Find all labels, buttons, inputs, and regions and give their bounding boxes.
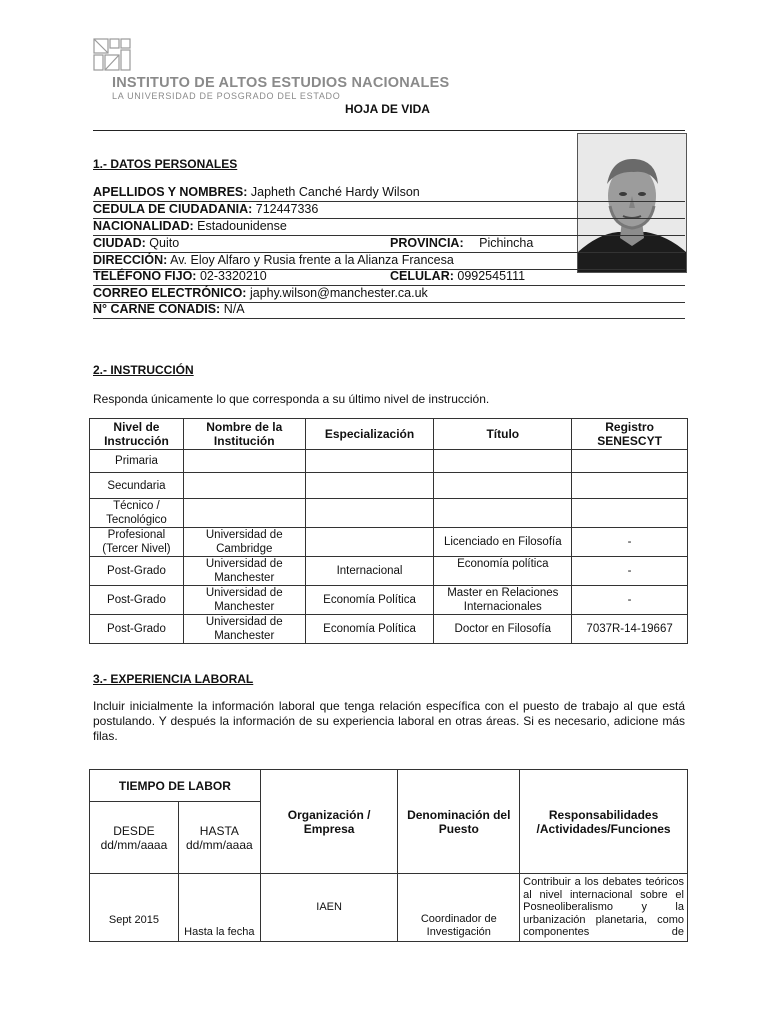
experience-header-row-1 [90, 770, 688, 802]
cell-specialization: Economía Política [305, 615, 434, 644]
institution-subtitle: LA UNIVERSIDAD DE POSGRADO DEL ESTADO [112, 91, 341, 101]
header-position: Denominación del Puesto [398, 770, 520, 874]
mobile-value: 0992545111 [457, 269, 526, 283]
cell-level: Post-Grado [90, 557, 184, 586]
cell-title [434, 473, 572, 499]
education-instruction: Responda únicamente lo que corresponda a su último nivel de instrucción. [93, 392, 490, 406]
province-label: PROVINCIA: [390, 236, 464, 250]
address-value: Av. Eloy Alfaro y Rusia frente a la Alianza Francesa [170, 253, 454, 267]
personal-phone-line [93, 269, 685, 286]
table-row [90, 557, 688, 586]
names-label: APELLIDOS Y NOMBRES: [93, 185, 248, 199]
header-responsibilities: Responsabilidades /Actividades/Funciones [520, 770, 688, 874]
cell-title: Licenciado en Filosofía [434, 528, 572, 557]
header-time: TIEMPO DE LABOR [90, 770, 261, 802]
cell-registry: - [572, 586, 688, 615]
cell-specialization [305, 450, 434, 473]
city-value: Quito [149, 236, 180, 250]
province-group [390, 236, 533, 250]
nationality-value: Estadounidense [197, 219, 287, 233]
personal-id-line [93, 202, 685, 219]
cell-institution [183, 450, 305, 473]
id-label: CEDULA DE CIUDADANIA: [93, 202, 253, 216]
cell-registry: 7037R-14-19667 [572, 615, 688, 644]
cell-level: Primaria [90, 450, 184, 473]
cell-specialization [305, 528, 434, 557]
cell-registry [572, 499, 688, 528]
conadis-value: N/A [223, 302, 245, 316]
table-row [90, 450, 688, 473]
nationality-label: NACIONALIDAD: [93, 219, 194, 233]
header-level: Nivel de Instrucción [90, 419, 184, 450]
section-education-heading: 2.- INSTRUCCIÓN [93, 363, 194, 377]
personal-email-line [93, 286, 685, 303]
table-row [90, 586, 688, 615]
table-row [90, 615, 688, 644]
cell-title: Doctor en Filosofía [434, 615, 572, 644]
cell-title [434, 499, 572, 528]
cell-institution: Universidad de Manchester [183, 586, 305, 615]
header-specialization: Especialización [305, 419, 434, 450]
header-title: Título [434, 419, 572, 450]
personal-conadis-line [93, 302, 685, 319]
cell-responsibilities: Contribuir a los debates teóricos al nivel internacional sobre el Posneoliberalismo y la urbanización planetaria, como componentes de [520, 874, 688, 942]
names-value: Japheth Canché Hardy Wilson [250, 185, 420, 199]
header-to-label: HASTA [199, 823, 239, 838]
cell-specialization [305, 499, 434, 528]
table-row [90, 528, 688, 557]
email-value: japhy.wilson@manchester.ca.uk [249, 286, 428, 300]
city-label: CIUDAD: [93, 236, 146, 250]
cell-title [434, 450, 572, 473]
cell-level: Profesional (Tercer Nivel) [90, 528, 184, 557]
section-experience-heading: 3.- EXPERIENCIA LABORAL [93, 672, 254, 686]
header-registry: Registro SENESCYT [572, 419, 688, 450]
cell-institution [183, 499, 305, 528]
education-table [89, 418, 688, 644]
cell-institution: Universidad de Cambridge [183, 528, 305, 557]
cell-level: Secundaria [90, 473, 184, 499]
personal-city-line [93, 236, 685, 253]
personal-address-line [93, 253, 685, 270]
personal-names-line [93, 185, 685, 202]
table-row [90, 473, 688, 499]
education-header-row [90, 419, 688, 450]
header-from-format: dd/mm/aaaa [100, 837, 168, 852]
cell-organization: IAEN [260, 874, 398, 942]
section-personal-heading: 1.- DATOS PERSONALES [93, 157, 238, 171]
email-label: CORREO ELECTRÓNICO: [93, 286, 247, 300]
cell-to: Hasta la fecha [178, 874, 260, 942]
cell-title: Economía política [434, 557, 572, 586]
cell-institution: Universidad de Manchester [183, 557, 305, 586]
cell-specialization [305, 473, 434, 499]
cell-position: Coordinador de Investigación [398, 874, 520, 942]
header-from-label: DESDE [113, 823, 155, 838]
cell-level: Técnico / Tecnológico [90, 499, 184, 528]
cell-registry: - [572, 557, 688, 586]
institution-name: INSTITUTO DE ALTOS ESTUDIOS NACIONALES [112, 75, 450, 91]
cell-level: Post-Grado [90, 586, 184, 615]
table-row [90, 499, 688, 528]
header-to-format: dd/mm/aaaa [185, 837, 253, 852]
conadis-label: N° CARNE CONADIS: [93, 302, 221, 316]
cell-registry [572, 473, 688, 499]
address-label: DIRECCIÓN: [93, 253, 168, 267]
experience-instruction: Incluir inicialmente la información laboral que tenga relación específica con el puesto de trabajo al que está postulando. Y después la información de su experiencia laboral en otras áreas. Si es necesario, adicione más filas. [93, 699, 685, 743]
cell-level: Post-Grado [90, 615, 184, 644]
cell-specialization: Internacional [305, 557, 434, 586]
cell-from: Sept 2015 [90, 874, 179, 942]
cell-institution: Universidad de Manchester [183, 615, 305, 644]
cell-title: Master en Relaciones Internacionales [434, 586, 572, 615]
document-title: HOJA DE VIDA [345, 102, 430, 116]
experience-table [89, 769, 688, 942]
cell-specialization: Economía Política [305, 586, 434, 615]
phone-label: TELÉFONO FIJO: [93, 269, 197, 283]
header-from [90, 802, 179, 874]
province-value: Pichincha [479, 236, 534, 250]
mobile-label: CELULAR: [390, 269, 454, 283]
cell-institution [183, 473, 305, 499]
personal-nationality-line [93, 219, 685, 236]
table-row [90, 874, 688, 942]
mobile-group [390, 269, 525, 283]
id-value: 712447336 [255, 202, 319, 216]
header-to [178, 802, 260, 874]
header-institution: Nombre de la Institución [183, 419, 305, 450]
cell-registry [572, 450, 688, 473]
title-divider [93, 130, 685, 131]
institution-logo [93, 38, 133, 72]
header-organization: Organización / Empresa [260, 770, 398, 874]
cell-registry: - [572, 528, 688, 557]
phone-value: 02-3320210 [199, 269, 267, 283]
